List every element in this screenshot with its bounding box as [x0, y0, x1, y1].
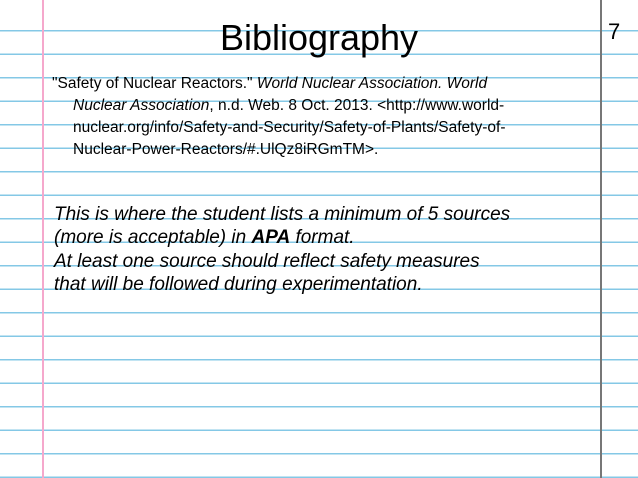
- instructions-line-2-after: format.: [290, 227, 355, 249]
- citation-publisher-italic: Nuclear Association: [73, 97, 210, 114]
- apa-bold-text: APA: [251, 227, 291, 249]
- citation-line-2: [52, 95, 592, 117]
- citation-source-italic: World Nuclear Association. World: [256, 75, 488, 92]
- slide-number: 7: [608, 19, 621, 44]
- instructions-line-2-before: (more is acceptable) in: [54, 227, 252, 249]
- instructions-text: [54, 203, 594, 297]
- instructions-line-3: At least one source should reflect safety measures: [54, 250, 480, 272]
- citation-title: "Safety of Nuclear Reactors.": [52, 75, 257, 92]
- instructions-line-2: [54, 226, 594, 249]
- instructions-line-1: This is where the student lists a minimum of 5 sources: [54, 204, 511, 225]
- slide-title: Bibliography: [219, 17, 419, 58]
- citation-details: , n.d. Web. 8 Oct. 2013. <http://www.world-: [209, 97, 505, 114]
- bibliography-citation: [52, 73, 592, 161]
- citation-line-4: Nuclear-Power-Reactors/#.UlQz8iRGmTM>.: [73, 141, 379, 158]
- left-margin-line: [42, 0, 44, 478]
- citation-line-3: nuclear.org/info/Safety-and-Security/Safety-of-Plants/Safety-of-: [73, 119, 506, 136]
- instructions-line-4: that will be followed during experimentation.: [54, 274, 423, 296]
- right-margin-line: [600, 0, 602, 478]
- citation-line-1: [52, 73, 592, 95]
